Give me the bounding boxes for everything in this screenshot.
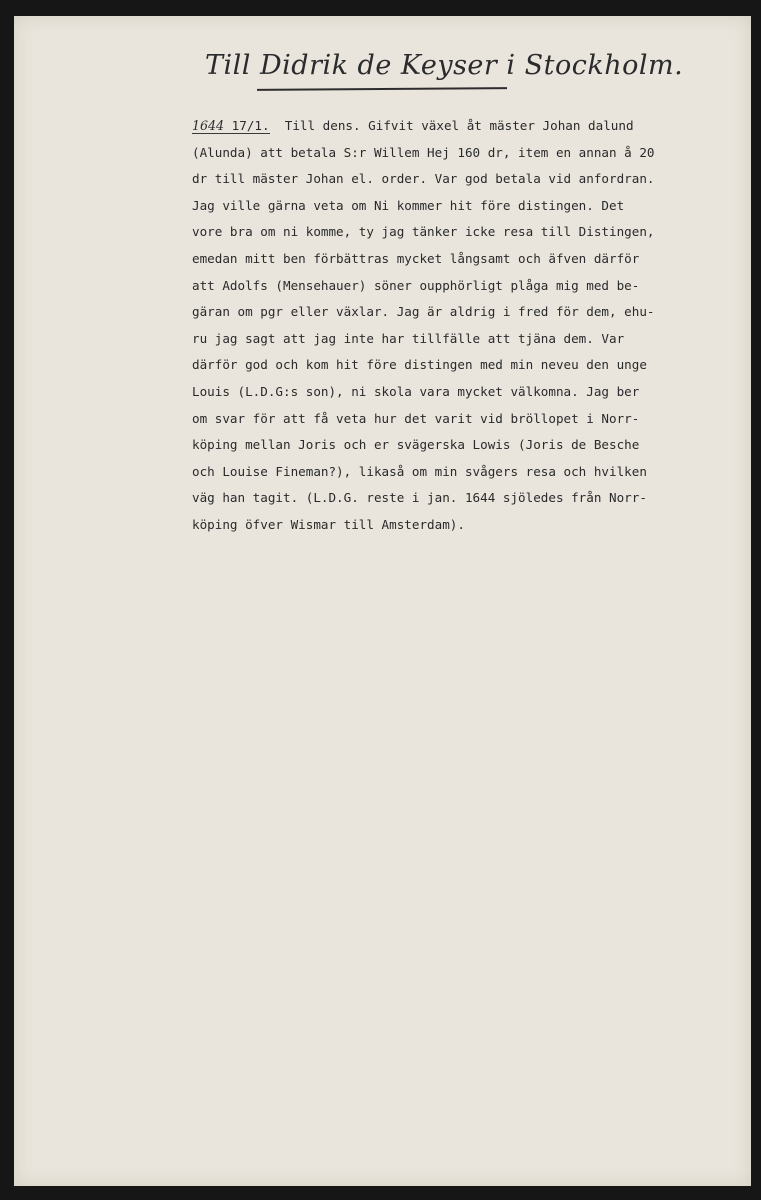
letter-line-8: gäran om pgr eller växlar. Jag är aldrig i fred för dem, ehu- — [192, 304, 655, 320]
letter-body — [192, 113, 732, 539]
letter-line-1 — [192, 113, 732, 140]
letter-date-day: 17/1. — [231, 118, 270, 133]
letter-line-10: därför god och kom hit före distingen med min neveu den unge — [192, 357, 647, 373]
letter-line-4: Jag ville gärna veta om Ni kommer hit före distingen. Det — [192, 197, 625, 213]
letter-line-7: att Adolfs (Mensehauer) söner oupphörligt plåga mig med be- — [192, 277, 640, 293]
letter-line-13: köping mellan Joris och er svägerska Lowis (Joris de Besche — [192, 437, 640, 453]
letter-line-text: Till dens. Gifvit växel åt mäster Johan dalund — [284, 118, 634, 133]
letter-line-12: om svar för att få veta hur det varit vid bröllopet i Norr- — [192, 410, 640, 426]
letter-line-5: vore bra om ni komme, ty jag tänker icke resa till Distingen, — [192, 224, 655, 240]
letter-date — [192, 118, 270, 134]
letter-line-2: (Alunda) att betala S:r Willem Hej 160 dr, item en annan å 20 — [192, 144, 655, 160]
letter-line-11: Louis (L.D.G:s son), ni skola vara mycket välkomna. Jag ber — [192, 383, 640, 399]
letter-line-9: ru jag sagt att jag inte har tillfälle att tjäna dem. Var — [192, 330, 625, 346]
letter-line-6: emedan mitt ben förbättras mycket långsamt och äfven därför — [192, 250, 640, 266]
heading-underline — [257, 87, 507, 91]
letter-line-3: dr till mäster Johan el. order. Var god betala vid anfordran. — [192, 171, 655, 187]
heading-text: Till Didrik de Keyser i Stockholm. — [205, 50, 684, 81]
letter-line-14: och Louise Fineman?), likaså om min svågers resa och hvilken — [192, 463, 647, 479]
letter-date-year: 1644 — [192, 118, 225, 133]
letter-line-15: väg han tagit. (L.D.G. reste i jan. 1644 sjöledes från Norr- — [192, 490, 647, 506]
handwritten-heading — [205, 50, 685, 100]
letter-line-16: köping öfver Wismar till Amsterdam). — [192, 516, 465, 532]
